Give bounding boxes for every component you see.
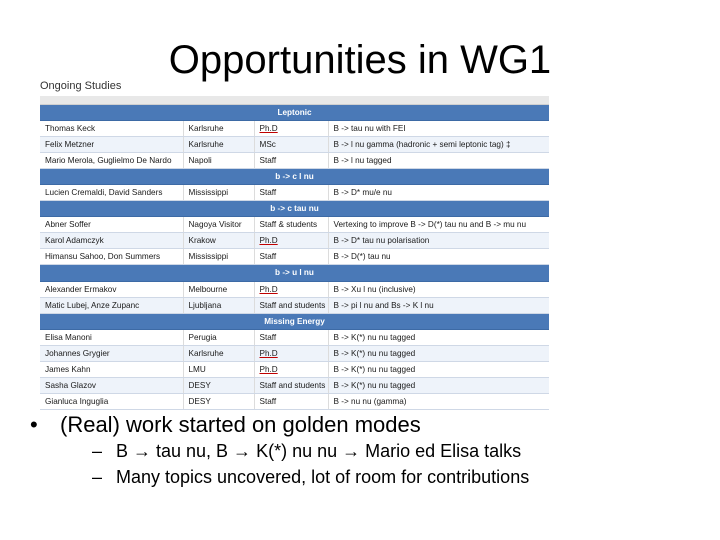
sub-bullet xyxy=(92,464,700,490)
cell-people: Alexander Ermakov xyxy=(40,281,183,297)
table-header-stripe xyxy=(40,96,549,105)
cell-institute: DESY xyxy=(183,377,254,393)
cell-institute: Mississippi xyxy=(183,185,254,201)
cell-topic: B -> l nu gamma (hadronic + semi leptonic tag) ‡ xyxy=(328,137,549,153)
cell-institute: Karlsruhe xyxy=(183,137,254,153)
cell-institute: Krakow xyxy=(183,233,254,249)
cell-institute: DESY xyxy=(183,393,254,409)
cell-people: Abner Soffer xyxy=(40,217,183,233)
cell-institute: Ljubljana xyxy=(183,297,254,313)
dash-icon: – xyxy=(92,467,103,488)
table-row xyxy=(40,121,549,137)
cell-topic: B -> K(*) nu nu tagged xyxy=(328,329,549,345)
dash-icon: – xyxy=(92,441,103,462)
table-row xyxy=(40,233,549,249)
sub-bullet xyxy=(92,438,700,464)
cell-position: Staff & students xyxy=(254,217,328,233)
cell-people: Karol Adamczyk xyxy=(40,233,183,249)
cell-people: Johannes Grygier xyxy=(40,345,183,361)
cell-people: Thomas Keck xyxy=(40,121,183,137)
cell-people: James Kahn xyxy=(40,361,183,377)
cell-position: Staff and students xyxy=(254,377,328,393)
section-header: b -> c l nu xyxy=(40,169,549,185)
cell-position: Staff and students xyxy=(254,297,328,313)
cell-topic: B -> D* tau nu polarisation xyxy=(328,233,549,249)
table-row xyxy=(40,153,549,169)
table-row xyxy=(40,377,549,393)
cell-topic: B -> pi l nu and Bs -> K l nu xyxy=(328,297,549,313)
cell-institute: Mississippi xyxy=(183,249,254,265)
cell-institute: Karlsruhe xyxy=(183,345,254,361)
cell-people: Gianluca Inguglia xyxy=(40,393,183,409)
cell-people: Matic Lubej, Anze Zupanc xyxy=(40,297,183,313)
cell-topic: B -> nu nu (gamma) xyxy=(328,393,549,409)
cell-people: Sasha Glazov xyxy=(40,377,183,393)
cell-institute: Melbourne xyxy=(183,281,254,297)
cell-position: Staff xyxy=(254,393,328,409)
cell-people: Lucien Cremaldi, David Sanders xyxy=(40,185,183,201)
section-header: b -> u l nu xyxy=(40,265,549,281)
cell-position: Staff xyxy=(254,249,328,265)
cell-position: Ph.D xyxy=(254,281,328,297)
sub-bullet-text: Many topics uncovered, lot of room for contributions xyxy=(116,467,530,488)
table-row xyxy=(40,217,549,233)
cell-topic: Vertexing to improve B -> D(*) tau nu and B -> mu nu xyxy=(328,217,549,233)
sub-bullet-text: B → tau nu, B → K(*) nu nu → Mario ed Elisa talks xyxy=(116,441,522,462)
bullet-main-text: (Real) work started on golden modes xyxy=(60,412,421,437)
cell-position: Staff xyxy=(254,153,328,169)
ongoing-studies-label: Ongoing Studies xyxy=(40,80,122,92)
cell-position: Ph.D xyxy=(254,233,328,249)
cell-topic: B -> tau nu with FEI xyxy=(328,121,549,137)
table-row xyxy=(40,297,549,313)
section-header: b -> c tau nu xyxy=(40,201,549,217)
cell-topic: B -> D* mu/e nu xyxy=(328,185,549,201)
cell-topic: B -> l nu tagged xyxy=(328,153,549,169)
studies-table xyxy=(40,96,549,410)
section-header-row xyxy=(40,265,549,281)
cell-topic: B -> Xu l nu (inclusive) xyxy=(328,281,549,297)
section-header: Missing Energy xyxy=(40,313,549,329)
section-header-row xyxy=(40,169,549,185)
cell-topic: B -> D(*) tau nu xyxy=(328,249,549,265)
cell-position: Staff xyxy=(254,185,328,201)
bullet-main xyxy=(30,412,700,438)
cell-position: Ph.D xyxy=(254,345,328,361)
cell-institute: Karlsruhe xyxy=(183,121,254,137)
cell-institute: Perugia xyxy=(183,329,254,345)
table-row xyxy=(40,249,549,265)
section-header-row xyxy=(40,105,549,121)
slide-title: Opportunities in WG1 xyxy=(168,38,552,82)
bullet-dot-icon: • xyxy=(30,412,38,437)
table-row xyxy=(40,329,549,345)
section-header-row xyxy=(40,313,549,329)
table-row xyxy=(40,281,549,297)
cell-topic: B -> K(*) nu nu tagged xyxy=(328,377,549,393)
table-row xyxy=(40,393,549,409)
cell-institute: Nagoya Visitor xyxy=(183,217,254,233)
cell-people: Mario Merola, Guglielmo De Nardo xyxy=(40,153,183,169)
cell-position: Ph.D xyxy=(254,121,328,137)
section-header-row xyxy=(40,201,549,217)
cell-people: Felix Metzner xyxy=(40,137,183,153)
table-row xyxy=(40,361,549,377)
cell-topic: B -> K(*) nu nu tagged xyxy=(328,345,549,361)
cell-institute: LMU xyxy=(183,361,254,377)
bullet-list xyxy=(30,412,700,491)
cell-position: MSc xyxy=(254,137,328,153)
table-row xyxy=(40,185,549,201)
table-row xyxy=(40,137,549,153)
studies-grid xyxy=(40,105,549,410)
table-row xyxy=(40,345,549,361)
cell-topic: B -> K(*) nu nu tagged xyxy=(328,361,549,377)
table-body xyxy=(40,105,549,409)
section-header: Leptonic xyxy=(40,105,549,121)
cell-position: Ph.D xyxy=(254,361,328,377)
cell-position: Staff xyxy=(254,329,328,345)
cell-institute: Napoli xyxy=(183,153,254,169)
cell-people: Himansu Sahoo, Don Summers xyxy=(40,249,183,265)
cell-people: Elisa Manoni xyxy=(40,329,183,345)
